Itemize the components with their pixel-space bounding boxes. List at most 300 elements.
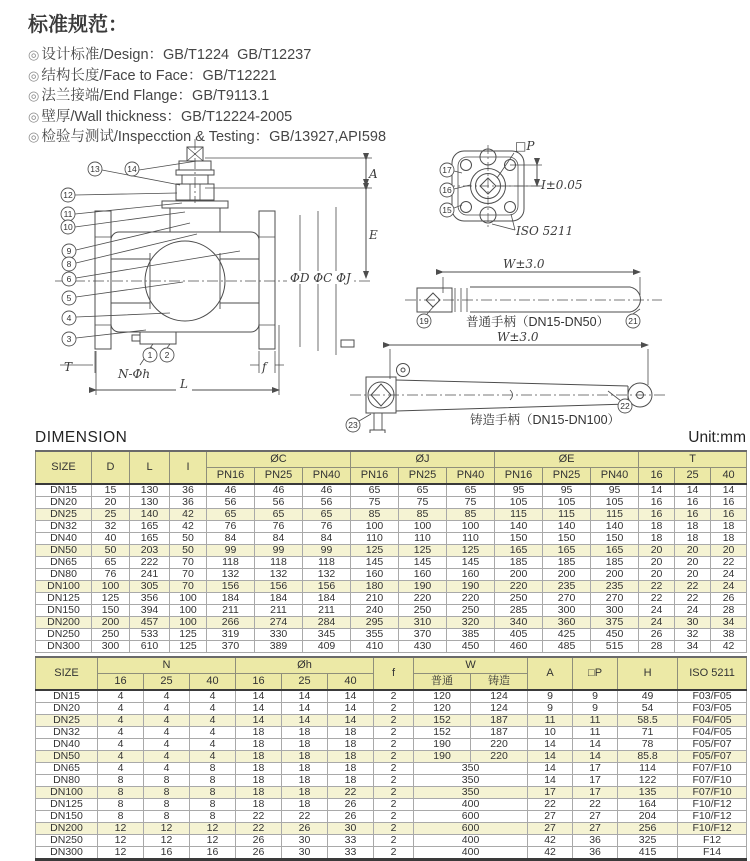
col-w-normal: 普通 (414, 674, 471, 691)
table-cell: 185 (591, 557, 639, 569)
table-cell: 22 (675, 581, 711, 593)
table-cell: 76 (207, 521, 255, 533)
table-cell: 2 (374, 690, 414, 703)
table-cell: 190 (399, 581, 447, 593)
bullet-icon: ◎ (28, 108, 40, 124)
table-cell: 36 (573, 835, 618, 847)
page-title: 标准规范： (28, 14, 128, 36)
table-cell: 16 (639, 509, 675, 521)
table-cell: 11 (573, 727, 618, 739)
col-size: SIZE (36, 657, 98, 690)
table-cell: 14 (675, 484, 711, 497)
table-cell: DN50 (36, 545, 92, 557)
iso-i-label: I±0.05 (541, 178, 583, 192)
normal-handle-label: 普通手柄（DN15-DN50） (466, 315, 610, 329)
dim-dcj-label: ΦD ΦC ΦJ (290, 271, 351, 285)
table-cell: F05/F07 (678, 751, 747, 763)
table-cell: 4 (190, 751, 236, 763)
table-cell: 325 (618, 835, 678, 847)
table-cell: 150 (543, 533, 591, 545)
table-cell: 150 (92, 605, 130, 617)
spec-text: 壁厚/Wall thickness：GB/T12224-2005 (41, 108, 293, 125)
table-cell: 389 (255, 641, 303, 653)
table-cell: 4 (144, 715, 190, 727)
table-cell: 4 (98, 751, 144, 763)
table-cell: 65 (92, 557, 130, 569)
table-cell: F07/F10 (678, 775, 747, 787)
table-cell: 18 (236, 787, 282, 799)
balloon-2: 2 (164, 350, 170, 360)
table-cell: 14 (528, 763, 573, 775)
table-row (36, 484, 747, 497)
table-cell: 85 (351, 509, 399, 521)
table-row (36, 727, 747, 739)
col-pn16: PN16 (495, 468, 543, 485)
table-cell: 32 (675, 629, 711, 641)
table-cell: 20 (639, 569, 675, 581)
table-cell: 84 (207, 533, 255, 545)
table-cell: 485 (543, 641, 591, 653)
table-cell: 14 (528, 751, 573, 763)
table-cell: 2 (374, 751, 414, 763)
table-cell: DN15 (36, 690, 98, 703)
table-cell: 250 (92, 629, 130, 641)
table-cell: 100 (399, 521, 447, 533)
col-h: H (618, 657, 678, 690)
table-cell: 18 (282, 799, 328, 811)
balloon-15: 15 (442, 205, 452, 215)
table-cell: 430 (399, 641, 447, 653)
table-cell: 22 (675, 593, 711, 605)
table-row (36, 533, 747, 545)
table-cell: 450 (591, 629, 639, 641)
table-cell: 36 (573, 847, 618, 860)
table-cell: 400 (414, 799, 528, 811)
table-cell: 16 (711, 509, 747, 521)
table-cell: 114 (618, 763, 678, 775)
table-cell: 8 (144, 811, 190, 823)
dim-w2-label: W±3.0 (497, 330, 539, 344)
table-cell: 4 (98, 739, 144, 751)
table-cell: 152 (414, 715, 471, 727)
table-cell: 20 (711, 545, 747, 557)
table-cell: 105 (543, 497, 591, 509)
table-cell: 12 (98, 823, 144, 835)
table-cell: 241 (130, 569, 170, 581)
table-cell: 4 (144, 751, 190, 763)
table-cell: 160 (447, 569, 495, 581)
spec-text: 设计标准/Design：GB/T1224 GB/T12237 (41, 47, 312, 63)
table-cell: 295 (351, 617, 399, 629)
col-p: □P (573, 657, 618, 690)
table-cell: 370 (207, 641, 255, 653)
table-cell: 56 (207, 497, 255, 509)
table-cell: 100 (447, 521, 495, 533)
col-iso5211: ISO 5211 (678, 657, 747, 690)
table-cell: 9 (573, 703, 618, 715)
table-cell: 14 (528, 775, 573, 787)
table-cell: 8 (144, 787, 190, 799)
table-cell: 16 (675, 509, 711, 521)
table-cell: 18 (282, 751, 328, 763)
table-cell: 165 (130, 533, 170, 545)
table-cell: 8 (98, 811, 144, 823)
table-cell: DN100 (36, 787, 98, 799)
table-cell: 145 (351, 557, 399, 569)
table-row (36, 823, 747, 835)
table-cell: 2 (374, 799, 414, 811)
balloon-10: 10 (63, 222, 73, 232)
table-cell: 350 (414, 775, 528, 787)
spec-text: 结构长度/Face to Face：GB/T12221 (41, 67, 277, 84)
table-row (36, 690, 747, 703)
table-cell: 18 (639, 533, 675, 545)
dim-f-label: f (262, 360, 267, 374)
table-row (36, 497, 747, 509)
table-row (36, 739, 747, 751)
table-cell: F14 (678, 847, 747, 860)
table-cell: 14 (328, 690, 374, 703)
table-cell: 350 (414, 787, 528, 799)
table-cell: 457 (130, 617, 170, 629)
table-row (36, 629, 747, 641)
table-cell: 319 (207, 629, 255, 641)
col-group-w: W (414, 657, 528, 674)
table-cell: 185 (495, 557, 543, 569)
table-cell: 2 (374, 727, 414, 739)
table-cell: F05/F07 (678, 739, 747, 751)
table-cell: 36 (170, 484, 207, 497)
table-cell: DN200 (36, 823, 98, 835)
normal-handle-labels (466, 257, 609, 329)
table-cell: 22 (711, 557, 747, 569)
balloon-16: 16 (442, 185, 452, 195)
table-cell: 16 (675, 497, 711, 509)
table-cell: 409 (303, 641, 351, 653)
table-cell: 11 (573, 715, 618, 727)
table-cell: 4 (190, 690, 236, 703)
dimension-title: DIMENSION (35, 429, 128, 446)
table-cell: 4 (144, 763, 190, 775)
col-a: A (528, 657, 573, 690)
table-cell: 14 (528, 739, 573, 751)
table-cell: 22 (236, 823, 282, 835)
table-cell: 56 (303, 497, 351, 509)
table-cell: 56 (255, 497, 303, 509)
table-cell: 16 (711, 497, 747, 509)
table-cell: 211 (207, 605, 255, 617)
dim-t-label: T (64, 360, 73, 374)
table-row (36, 703, 747, 715)
table-cell: 42 (528, 835, 573, 847)
col-n25: 25 (144, 674, 190, 691)
table-cell: 9 (528, 703, 573, 715)
table-cell: 26 (639, 629, 675, 641)
table-cell: DN250 (36, 835, 98, 847)
table-cell: 75 (399, 497, 447, 509)
table-cell: 165 (591, 545, 639, 557)
table-cell: 33 (328, 835, 374, 847)
unit-label: Unit:mm (688, 429, 746, 446)
table-cell: 118 (303, 557, 351, 569)
table-cell: 140 (543, 521, 591, 533)
col-f: f (374, 657, 414, 690)
table-cell: 115 (495, 509, 543, 521)
dim-a-label: A (369, 167, 378, 181)
col-pn25: PN25 (255, 468, 303, 485)
table-cell: 17 (573, 763, 618, 775)
table-cell: 65 (207, 509, 255, 521)
table-cell: 2 (374, 847, 414, 860)
table-cell: 27 (528, 811, 573, 823)
col-w-cast: 铸造 (471, 674, 528, 691)
table-cell: 2 (374, 811, 414, 823)
table-cell: 18 (711, 533, 747, 545)
table-cell: 305 (130, 581, 170, 593)
table-cell: 220 (495, 581, 543, 593)
col-size: SIZE (36, 451, 92, 484)
table-cell: 65 (399, 484, 447, 497)
table-cell: 135 (618, 787, 678, 799)
table-cell: 184 (207, 593, 255, 605)
table-cell: 184 (303, 593, 351, 605)
table-cell: 54 (618, 703, 678, 715)
table-cell: 460 (495, 641, 543, 653)
table-cell: 400 (414, 835, 528, 847)
table-cell: 130 (130, 484, 170, 497)
table-cell: 140 (130, 509, 170, 521)
table-cell: 2 (374, 763, 414, 775)
table-cell: 105 (495, 497, 543, 509)
spec-line-end-flange (28, 86, 386, 107)
table-cell: 284 (303, 617, 351, 629)
table-cell: F10/F12 (678, 799, 747, 811)
table-cell: 50 (170, 533, 207, 545)
table-cell: 160 (351, 569, 399, 581)
table-cell: 42 (170, 509, 207, 521)
table-cell: 12 (190, 823, 236, 835)
table-cell: 124 (471, 703, 528, 715)
table-cell: 38 (711, 629, 747, 641)
table-cell: 156 (255, 581, 303, 593)
table-cell: 26 (236, 847, 282, 860)
table-cell: DN40 (36, 739, 98, 751)
table-cell: 300 (591, 605, 639, 617)
table-cell: 204 (618, 811, 678, 823)
table-cell: 30 (282, 835, 328, 847)
table-cell: 32 (92, 521, 130, 533)
table-cell: 8 (190, 799, 236, 811)
table-cell: 360 (543, 617, 591, 629)
table-cell: 220 (471, 751, 528, 763)
table-cell: 18 (236, 751, 282, 763)
table-cell: 18 (236, 727, 282, 739)
table-cell: 190 (414, 739, 471, 751)
col-pn40: PN40 (303, 468, 351, 485)
table-cell: 65 (255, 509, 303, 521)
balloon-14: 14 (127, 164, 137, 174)
table-cell: 140 (591, 521, 639, 533)
table-cell: 22 (639, 593, 675, 605)
table-cell: 156 (207, 581, 255, 593)
table-cell: 345 (303, 629, 351, 641)
table-cell: 22 (528, 799, 573, 811)
table-cell: 8 (190, 775, 236, 787)
table-cell: DN20 (36, 703, 98, 715)
table-cell: 125 (170, 641, 207, 653)
table-cell: 20 (92, 497, 130, 509)
col-l: L (130, 451, 170, 484)
balloon-5: 5 (66, 293, 72, 303)
dimension-table-2 (35, 656, 747, 861)
table-cell: 10 (528, 727, 573, 739)
table-row (36, 545, 747, 557)
table-cell: 16 (639, 497, 675, 509)
table-cell: 4 (144, 690, 190, 703)
table-cell: 125 (447, 545, 495, 557)
table-cell: 50 (170, 545, 207, 557)
table-cell: 235 (591, 581, 639, 593)
dim-e-label: E (369, 228, 378, 242)
col-group-oc: ØC (207, 451, 351, 468)
table-cell: 18 (236, 763, 282, 775)
table-cell: 18 (236, 799, 282, 811)
table-cell: 132 (255, 569, 303, 581)
table-cell: 20 (639, 545, 675, 557)
bullet-icon: ◎ (28, 67, 40, 83)
table-cell: 20 (639, 557, 675, 569)
table-cell: DN65 (36, 557, 92, 569)
table-cell: 46 (303, 484, 351, 497)
balloon-12: 12 (63, 190, 73, 200)
table-cell: 410 (351, 641, 399, 653)
table-cell: 76 (303, 521, 351, 533)
table-cell: 30 (675, 617, 711, 629)
table-cell: DN125 (36, 593, 92, 605)
table-cell: 14 (711, 484, 747, 497)
table-cell: 8 (98, 799, 144, 811)
table-cell: DN150 (36, 605, 92, 617)
dim-l-label: L (180, 377, 188, 391)
col-n16: 16 (98, 674, 144, 691)
balloon-11: 11 (63, 209, 73, 219)
table-cell: 118 (207, 557, 255, 569)
table-cell: F07/F10 (678, 763, 747, 775)
table-cell: 28 (639, 641, 675, 653)
table-cell: 18 (236, 739, 282, 751)
table-cell: DN65 (36, 763, 98, 775)
col-oh40: 40 (328, 674, 374, 691)
table-cell: 394 (130, 605, 170, 617)
table-cell: 99 (207, 545, 255, 557)
table-cell: F10/F12 (678, 823, 747, 835)
table-cell: 165 (130, 521, 170, 533)
table-cell: 8 (190, 787, 236, 799)
table-row (36, 811, 747, 823)
table-cell: 14 (282, 690, 328, 703)
table-cell: 211 (255, 605, 303, 617)
table-cell: 18 (282, 775, 328, 787)
balloon-17: 17 (442, 165, 452, 175)
table-cell: 600 (414, 823, 528, 835)
table-cell: 125 (351, 545, 399, 557)
table-cell: F04/F05 (678, 727, 747, 739)
col-t40: 40 (711, 468, 747, 485)
table-cell: DN25 (36, 715, 98, 727)
table-cell: 99 (303, 545, 351, 557)
col-group-t: T (639, 451, 747, 468)
dim-w1-label: W±3.0 (503, 257, 545, 271)
balloon-4: 4 (66, 313, 72, 323)
table-cell: 200 (591, 569, 639, 581)
table-cell: 17 (573, 787, 618, 799)
dimension-table-1 (35, 450, 747, 653)
table-cell: 4 (190, 739, 236, 751)
table-cell: 4 (98, 727, 144, 739)
table-cell: 14 (328, 715, 374, 727)
table-cell: 105 (591, 497, 639, 509)
table-cell: 49 (618, 690, 678, 703)
table-cell: 22 (282, 811, 328, 823)
table-cell: 26 (282, 823, 328, 835)
table-cell: 340 (495, 617, 543, 629)
table-cell: 17 (573, 775, 618, 787)
table-cell: 75 (447, 497, 495, 509)
spec-line-design (28, 45, 386, 66)
table-cell: 210 (351, 593, 399, 605)
table-cell: 160 (399, 569, 447, 581)
table-cell: 18 (328, 775, 374, 787)
table-cell: 8 (144, 799, 190, 811)
table-cell: 150 (495, 533, 543, 545)
table-cell: 9 (528, 690, 573, 703)
table-cell: 4 (98, 715, 144, 727)
table-cell: 152 (414, 727, 471, 739)
col-t25: 25 (675, 468, 711, 485)
table-cell: 118 (255, 557, 303, 569)
table-cell: 190 (447, 581, 495, 593)
table-cell: 14 (282, 703, 328, 715)
col-oh25: 25 (282, 674, 328, 691)
table-cell: 220 (399, 593, 447, 605)
table-cell: 27 (573, 823, 618, 835)
table-cell: 70 (170, 557, 207, 569)
table-cell: 2 (374, 787, 414, 799)
table-cell: 4 (98, 703, 144, 715)
table-cell: F10/F12 (678, 811, 747, 823)
table-cell: DN125 (36, 799, 98, 811)
col-t16: 16 (639, 468, 675, 485)
spec-line-face-to-face (28, 66, 386, 87)
table-cell: 14 (282, 715, 328, 727)
bullet-icon: ◎ (28, 47, 40, 62)
balloon-6: 6 (66, 274, 72, 284)
table-cell: 42 (170, 521, 207, 533)
table-cell: 610 (130, 641, 170, 653)
iso-standard-label: ISO 5211 (516, 224, 574, 238)
balloon-3: 3 (66, 334, 72, 344)
table-cell: 150 (591, 533, 639, 545)
table-cell: 164 (618, 799, 678, 811)
table-cell: 220 (471, 739, 528, 751)
table-row (36, 605, 747, 617)
table-cell: 18 (282, 727, 328, 739)
table-cell: 4 (144, 739, 190, 751)
table-row (36, 557, 747, 569)
table-cell: 85 (399, 509, 447, 521)
table-cell: 274 (255, 617, 303, 629)
table-cell: 99 (255, 545, 303, 557)
